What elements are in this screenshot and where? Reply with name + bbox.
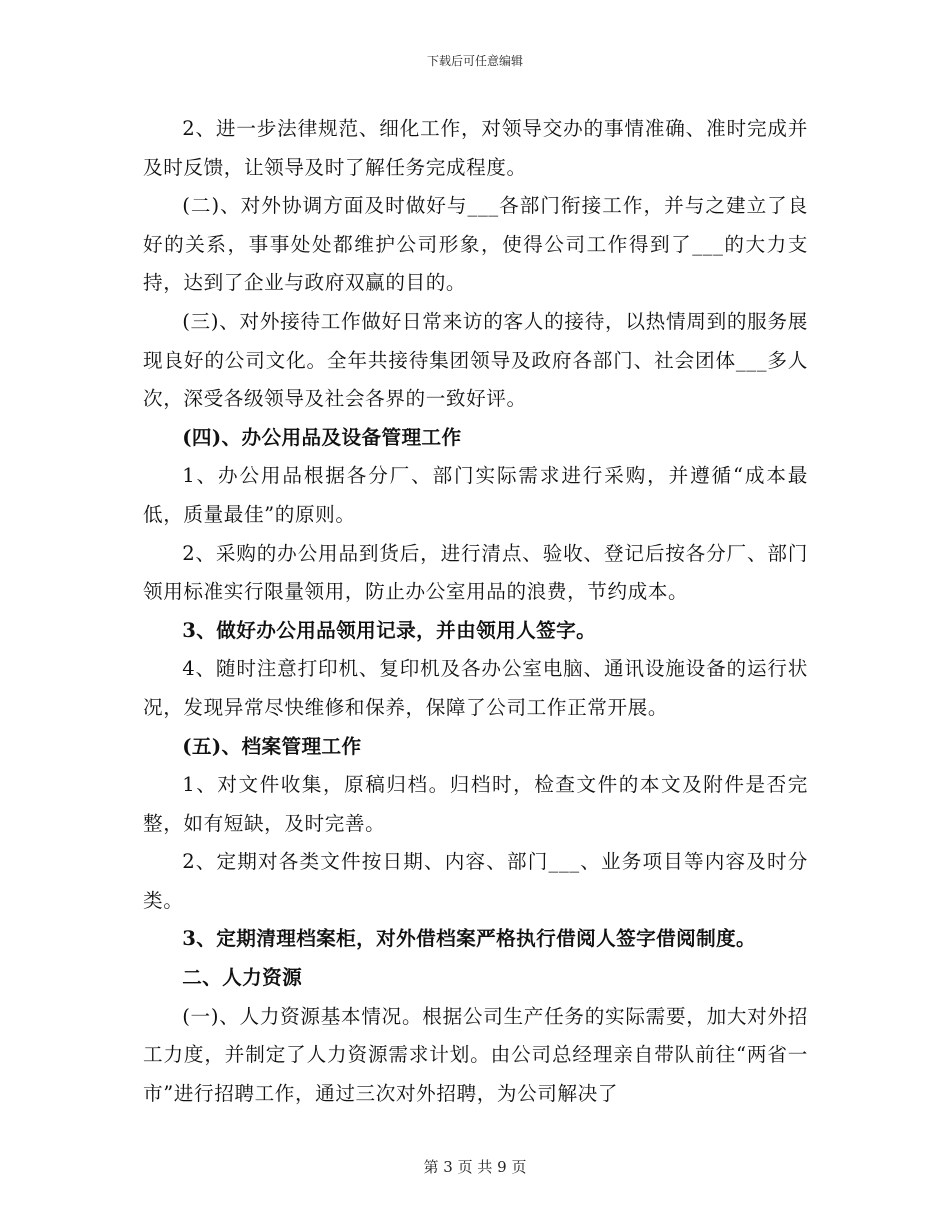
- section-heading: (四)、办公用品及设备管理工作: [182, 425, 462, 449]
- paragraph: (三)、对外接待工作做好日常来访的客人的接待，以热情周到的服务展现良好的公司文化。全年共接待集团领导及政府各部门、社会团体___多人次，深受各级领导及社会各界的一致好评。: [143, 309, 808, 411]
- paragraph: 4、随时注意打印机、复印机及各办公室电脑、通讯设施设备的运行状况，发现异常尽快维修和保养，保障了公司工作正常开展。: [143, 657, 808, 719]
- paragraph: (二)、对外协调方面及时做好与___各部门衔接工作，并与之建立了良好的关系，事事处处都维护公司形象，使得公司工作得到了___的大力支持，达到了企业与政府双赢的目的。: [143, 194, 808, 295]
- paragraph: (一)、人力资源基本情况。根据公司生产任务的实际需要，加大对外招工力度，并制定了人力资源需求计划。由公司总经理亲自带队前往“两省一市”进行招聘工作，通过三次对外招聘，为公司解决了: [143, 1004, 808, 1105]
- paragraph: 1、对文件收集，原稿归档。归档时，检查文件的本文及附件是否完整，如有短缺，及时完善。: [143, 773, 808, 835]
- page-header: 下载后可任意编辑: [426, 54, 523, 68]
- bold-paragraph: 3、做好办公用品领用记录，并由领用人签字。: [182, 618, 597, 642]
- document-body: [143, 110, 808, 1113]
- paragraph: 2、采购的办公用品到货后，进行清点、验收、登记后按各分厂、部门领用标准实行限量领用，防止办公室用品的浪费，节约成本。: [143, 541, 808, 604]
- paragraph: 2、进一步法律规范、细化工作，对领导交办的事情准确、准时完成并及时反馈，让领导及时了解任务完成程度。: [143, 117, 808, 179]
- chapter-heading: 二、人力资源: [182, 966, 303, 990]
- bold-paragraph: 3、定期清理档案柜，对外借档案严格执行借阅人签字借阅制度。: [182, 927, 757, 951]
- section-heading: (五)、档案管理工作: [182, 734, 362, 758]
- paragraph: 2、定期对各类文件按日期、内容、部门___、业务项目等内容及时分类。: [143, 850, 808, 912]
- page-number: 第 3 页 共 9 页: [423, 1158, 527, 1176]
- paragraph: 1、办公用品根据各分厂、部门实际需求进行采购，并遵循“成本最低，质量最佳”的原则。: [143, 464, 808, 526]
